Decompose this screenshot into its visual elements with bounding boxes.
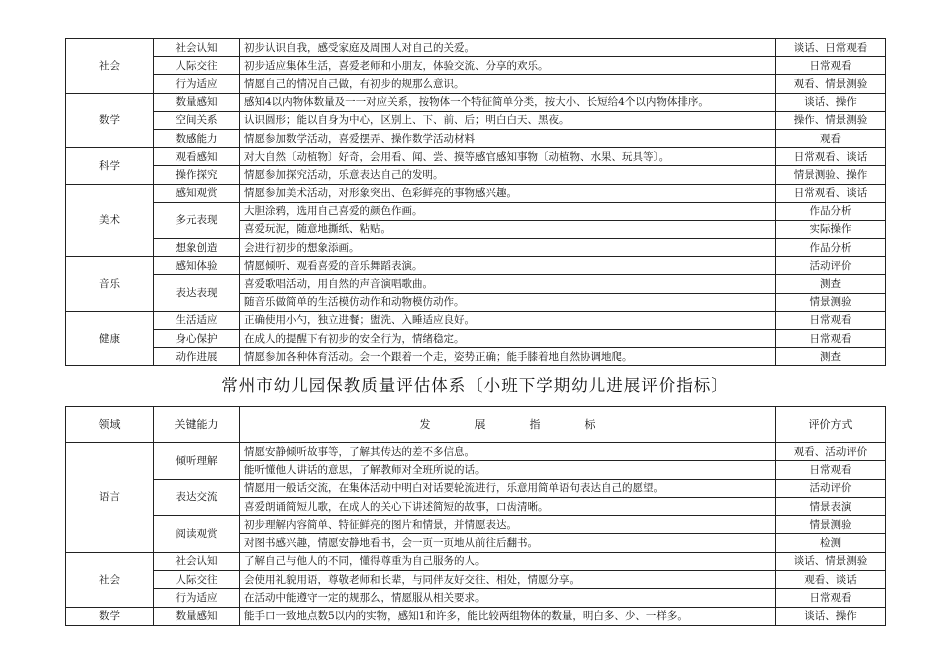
ability-cell: 倾听理解 — [154, 443, 240, 480]
table-row — [66, 571, 886, 589]
header-indicator — [240, 407, 776, 443]
indicator-cell: 初步认识自我，感受家庭及周围人对自己的关爱。 — [240, 39, 776, 57]
domain-cell: 健康 — [66, 311, 154, 366]
method-cell: 观看、谈话 — [776, 571, 886, 589]
table-row — [66, 311, 886, 329]
page-title: 常州市幼儿园保教质量评估体系〔小班下学期幼儿进展评价指标〕 — [221, 376, 729, 395]
ability-cell: 感知观赏 — [154, 184, 240, 202]
indicator-cell: 对大自然〔动植物〕好奇，会用看、闻、尝、摸等感官感知事物〔动植物、水果、玩具等〕。 — [240, 148, 776, 166]
method-cell: 日常观看 — [776, 57, 886, 75]
domain-cell: 数学 — [66, 93, 154, 148]
ability-cell: 行为适应 — [154, 589, 240, 607]
method-cell: 活动评价 — [776, 479, 886, 497]
evaluation-table-bottom — [65, 406, 886, 626]
method-cell: 测查 — [776, 275, 886, 293]
ability-cell: 社会认知 — [154, 552, 240, 570]
ability-cell: 数量感知 — [154, 93, 240, 111]
table-header-row — [66, 407, 886, 443]
method-cell: 观看 — [776, 129, 886, 147]
domain-cell: 社会 — [66, 39, 154, 94]
ability-cell: 表达交流 — [154, 479, 240, 516]
indicator-cell: 情愿参加美术活动，对形象突出、色彩鲜亮的事物感兴趣。 — [240, 184, 776, 202]
ability-cell: 阅读观赏 — [154, 516, 240, 553]
domain-cell: 语言 — [66, 443, 154, 553]
ability-cell: 感知体验 — [154, 257, 240, 275]
ability-cell: 想象创造 — [154, 239, 240, 257]
ability-cell: 行为适应 — [154, 75, 240, 93]
ability-cell: 表达表现 — [154, 275, 240, 311]
indicator-cell: 正确使用小勺，独立进餐；盥洗、入睡适应良好。 — [240, 311, 776, 329]
ability-cell: 社会认知 — [154, 39, 240, 57]
indicator-cell: 认识圆形；能以自身为中心，区别上、下、前、后；明白白天、黑夜。 — [240, 111, 776, 129]
ability-cell: 身心保护 — [154, 330, 240, 348]
indicator-cell: 喜爱朗诵简短儿歌，在成人的关心下讲述简短的故事，口齿清晰。 — [240, 497, 776, 515]
header-domain: 领域 — [66, 407, 154, 443]
method-cell: 日常观看 — [776, 311, 886, 329]
method-cell: 情景测验、操作 — [776, 166, 886, 184]
indicator-cell: 大胆涂鸦，选用自己喜爱的颜色作画。 — [240, 202, 776, 220]
indicator-cell: 情愿参加各种体育活动。会一个跟着一个走，姿势正确；能手膝着地自然协调地爬。 — [240, 348, 776, 366]
method-cell: 作品分析 — [776, 239, 886, 257]
indicator-cell: 能听懂他人讲话的意思，了解教师对全班所说的话。 — [240, 461, 776, 479]
table-row — [66, 348, 886, 366]
header-indicator-char: 发 — [419, 417, 431, 431]
method-cell: 观看、情景测验 — [776, 75, 886, 93]
table-row — [66, 257, 886, 275]
method-cell: 日常观看、谈话 — [776, 184, 886, 202]
method-cell: 日常观看 — [776, 589, 886, 607]
table-row — [66, 330, 886, 348]
method-cell: 日常观看、谈话 — [776, 148, 886, 166]
indicator-cell: 对图书感兴趣，情愿安静地看书，会一页一页地从前往后翻书。 — [240, 534, 776, 552]
method-cell: 谈话、日常观看 — [776, 39, 886, 57]
table-row — [66, 184, 886, 202]
indicator-cell: 在活动中能遵守一定的规那么，情愿服从相关要求。 — [240, 589, 776, 607]
table-row — [66, 607, 886, 625]
ability-cell: 人际交往 — [154, 571, 240, 589]
method-cell: 测查 — [776, 348, 886, 366]
domain-cell: 美术 — [66, 184, 154, 257]
indicator-cell: 情愿用一般话交流，在集体活动中明白对话要轮流进行，乐意用简单语句表达自己的愿望。 — [240, 479, 776, 497]
indicator-cell: 初步适应集体生活，喜爱老师和小朋友，体验交流、分享的欢乐。 — [240, 57, 776, 75]
indicator-cell: 情愿自己的情况自己做，有初步的规那么意识。 — [240, 75, 776, 93]
method-cell: 实际操作 — [776, 220, 886, 238]
method-cell: 日常观看 — [776, 461, 886, 479]
method-cell: 谈话、操作 — [776, 607, 886, 625]
method-cell: 日常观看 — [776, 330, 886, 348]
indicator-cell: 情愿安静倾听故事等，了解其传达的差不多信息。 — [240, 443, 776, 461]
table-row — [66, 275, 886, 293]
header-indicator-char: 标 — [584, 417, 596, 431]
ability-cell: 动作进展 — [154, 348, 240, 366]
ability-cell: 观看感知 — [154, 148, 240, 166]
table-row — [66, 552, 886, 570]
table-row — [66, 57, 886, 75]
indicator-cell: 情愿倾听、观看喜爱的音乐舞蹈表演。 — [240, 257, 776, 275]
ability-cell: 空间关系 — [154, 111, 240, 129]
ability-cell: 数感能力 — [154, 129, 240, 147]
table-row — [66, 111, 886, 129]
domain-cell: 科学 — [66, 148, 154, 184]
ability-cell: 生活适应 — [154, 311, 240, 329]
method-cell: 观看、活动评价 — [776, 443, 886, 461]
table-row — [66, 75, 886, 93]
ability-cell: 多元表现 — [154, 202, 240, 238]
domain-cell: 音乐 — [66, 257, 154, 312]
evaluation-table-top — [65, 38, 886, 366]
indicator-cell: 喜爱歌唱活动，用自然的声音演唱歌曲。 — [240, 275, 776, 293]
method-cell: 活动评价 — [776, 257, 886, 275]
ability-cell: 人际交往 — [154, 57, 240, 75]
indicator-cell: 喜爱玩泥，随意地撕纸、粘贴。 — [240, 220, 776, 238]
header-ability: 关键能力 — [154, 407, 240, 443]
indicator-cell: 随音乐做简单的生活模仿动作和动物模仿动作。 — [240, 293, 776, 311]
method-cell: 谈话、情景测验 — [776, 552, 886, 570]
indicator-cell: 能手口一致地点数5以内的实物，感知1和许多，能比较两组物体的数量，明白多、少、一样多。 — [240, 607, 776, 625]
indicator-cell: 在成人的提醒下有初步的安全行为，情绪稳定。 — [240, 330, 776, 348]
method-cell: 情景测验 — [776, 293, 886, 311]
table-row — [66, 239, 886, 257]
table-row — [66, 589, 886, 607]
table-row — [66, 148, 886, 166]
method-cell: 情景测验 — [776, 516, 886, 534]
indicator-cell: 初步理解内容简单、特征鲜亮的图片和情景，并情愿表达。 — [240, 516, 776, 534]
header-indicator-char: 展 — [474, 417, 486, 431]
header-method: 评价方式 — [776, 407, 886, 443]
method-cell: 作品分析 — [776, 202, 886, 220]
table-row — [66, 516, 886, 534]
domain-cell: 数学 — [66, 607, 154, 625]
table-row — [66, 129, 886, 147]
table-row — [66, 93, 886, 111]
method-cell: 情景表演 — [776, 497, 886, 515]
indicator-cell: 了解自己与他人的不同，懂得尊重为自己服务的人。 — [240, 552, 776, 570]
method-cell: 谈话、操作 — [776, 93, 886, 111]
header-indicator-char: 指 — [529, 417, 541, 431]
method-cell: 操作、情景测验 — [776, 111, 886, 129]
ability-cell: 数量感知 — [154, 607, 240, 625]
indicator-cell: 会进行初步的想象添画。 — [240, 239, 776, 257]
ability-cell: 操作探究 — [154, 166, 240, 184]
indicator-cell: 感知4以内物体数量及一一对应关系，按物体一个特征简单分类，按大小、长短给4个以内物体排序。 — [240, 93, 776, 111]
indicator-cell: 情愿参加数学活动，喜爱摆弄、操作数学活动材料 — [240, 129, 776, 147]
table-row — [66, 166, 886, 184]
indicator-cell: 会使用礼貌用语，尊敬老师和长辈，与同伴友好交往、相处，情愿分享。 — [240, 571, 776, 589]
table-row — [66, 479, 886, 497]
table-row — [66, 202, 886, 220]
table-row — [66, 443, 886, 461]
table-row — [66, 39, 886, 57]
indicator-cell: 情愿参加探究活动，乐意表达自己的发明。 — [240, 166, 776, 184]
method-cell: 检测 — [776, 534, 886, 552]
domain-cell: 社会 — [66, 552, 154, 607]
